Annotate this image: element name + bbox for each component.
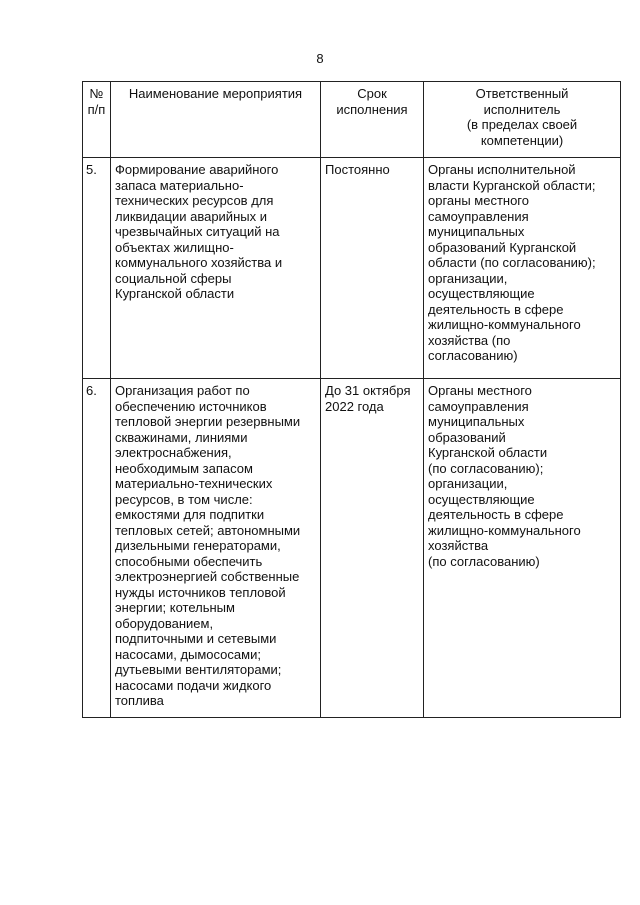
table-row bbox=[83, 379, 621, 718]
header-name: Наименование мероприятия bbox=[111, 82, 321, 158]
row-number: 5. bbox=[83, 158, 111, 379]
table-row bbox=[83, 158, 621, 379]
row-deadline: До 31 октября 2022 года bbox=[321, 379, 424, 718]
row-number: 6. bbox=[83, 379, 111, 718]
row-measure-name: Формирование аварийного запаса материально- технических ресурсов для ликвидации аварийных и чрезвычайных ситуаций на объектах жилищно- коммунального хозяйства и социальной сферы Курганской области bbox=[111, 158, 321, 379]
measures-table bbox=[82, 81, 621, 718]
table-header-row bbox=[83, 82, 621, 158]
row-measure-name: Организация работ по обеспечению источников тепловой энергии резервными скважинами, линиями электроснабжения, необходимым запасом материально-технических ресурсов, в том числе: емкостями для подпитки тепловых сетей; автономными дизельными генераторами, способными обеспечить электроэнергией собственные нужды источников тепловой энергии; котельным оборудованием, подпиточными и сетевыми насосами, дымососами; дутьевыми вентиляторами; насосами подачи жидкого топлива bbox=[111, 379, 321, 718]
page-number: 8 bbox=[316, 51, 324, 66]
header-term: Срок исполнения bbox=[321, 82, 424, 158]
row-deadline: Постоянно bbox=[321, 158, 424, 379]
header-responsible: Ответственный исполнитель (в пределах своей компетенции) bbox=[424, 82, 621, 158]
row-responsible: Органы местного самоуправления муниципальных образований Курганской области (по согласованию); организации, осуществляющие деятельность в сфере жилищно-коммунального хозяйства (по согласованию) bbox=[424, 379, 621, 718]
header-num: № п/п bbox=[83, 82, 111, 158]
row-responsible: Органы исполнительной власти Курганской области; органы местного самоуправления муниципальных образований Курганской области (по согласованию); организации, осуществляющие деятельность в сфере жилищно-коммунального хозяйства (по согласованию) bbox=[424, 158, 621, 379]
